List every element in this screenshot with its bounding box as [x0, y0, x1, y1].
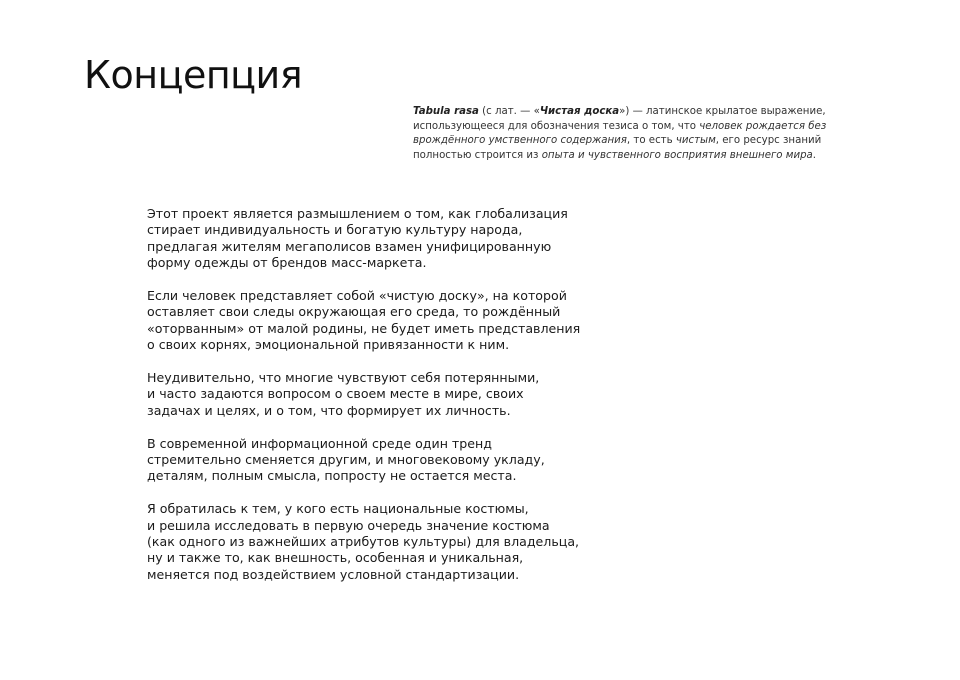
text-line: форму одежды от брендов масс-маркета. [147, 255, 427, 271]
definition-emphasis: чистым [675, 135, 716, 147]
definition-line-3 [413, 134, 833, 149]
text-line: ну и также то, как внешность, особенная и уникальная, [147, 550, 524, 566]
concept-body [147, 206, 587, 600]
paragraph-4 [147, 436, 587, 485]
text-line: меняется под воздействием условной стандартизации. [147, 566, 520, 582]
text-line: и решила исследовать в первую очередь значение костюма [147, 517, 550, 533]
definition-emphasis: человек рождается без [699, 120, 827, 132]
text-line: В современной информационной среде один тренд [147, 435, 492, 451]
text-line: оставляет свои следы окружающая его среда, то рождённый [147, 304, 561, 320]
paragraph-5 [147, 501, 587, 583]
text-line: Я обратилась к тем, у кого есть национальные костюмы, [147, 501, 529, 517]
definition-note [413, 105, 833, 163]
definition-text: . [812, 149, 817, 161]
text-line: (как одного из важнейших атрибутов культуры) для владельца, [147, 534, 580, 550]
text-line: и часто задаются вопросом о своем месте в мире, своих [147, 386, 524, 402]
definition-term: Tabula rasa [413, 106, 479, 117]
text-line: деталям, полным смысла, попросту не остается места. [147, 468, 517, 484]
text-line: задачах и целях, и о том, что формирует их личность. [147, 402, 511, 418]
definition-text: использующееся для обозначения тезиса о том, что [413, 120, 700, 132]
paragraph-1 [147, 206, 587, 272]
paragraph-3 [147, 370, 587, 419]
text-line: Если человек представляет собой «чистую доску», на которой [147, 288, 567, 304]
text-line: предлагая жителям мегаполисов взамен унифицированную [147, 238, 552, 254]
definition-line-2 [413, 120, 833, 135]
definition-text: (с лат. — « [478, 106, 540, 117]
definition-emphasis: врождённого умственного содержания [413, 135, 627, 147]
definition-line-1 [413, 105, 833, 120]
text-line: о своих корнях, эмоциональной привязанности к ним. [147, 337, 510, 353]
definition-text: полностью строится из [413, 149, 542, 161]
text-line: Этот проект является размышлением о том, как глобализация [147, 206, 568, 221]
paragraph-2 [147, 288, 587, 354]
definition-translation: Чистая доска [539, 106, 620, 117]
definition-emphasis: опыта и чувственного восприятия внешнего мира [541, 149, 813, 161]
definition-line-4 [413, 149, 833, 164]
text-line: Неудивительно, что многие чувствуют себя потерянными, [147, 370, 540, 386]
text-line: стремительно сменяется другим, и многовековому укладу, [147, 452, 545, 468]
text-line: «оторванным» от малой родины, не будет иметь представления [147, 320, 581, 336]
definition-text: , то есть [626, 135, 676, 147]
definition-text: ») — латинское крылатое выражение, [619, 106, 826, 117]
definition-text: , его ресурс знаний [715, 135, 822, 147]
text-line: стирает индивидуальность и богатую культуру народа, [147, 222, 523, 238]
page-title: Концепция [84, 53, 303, 97]
